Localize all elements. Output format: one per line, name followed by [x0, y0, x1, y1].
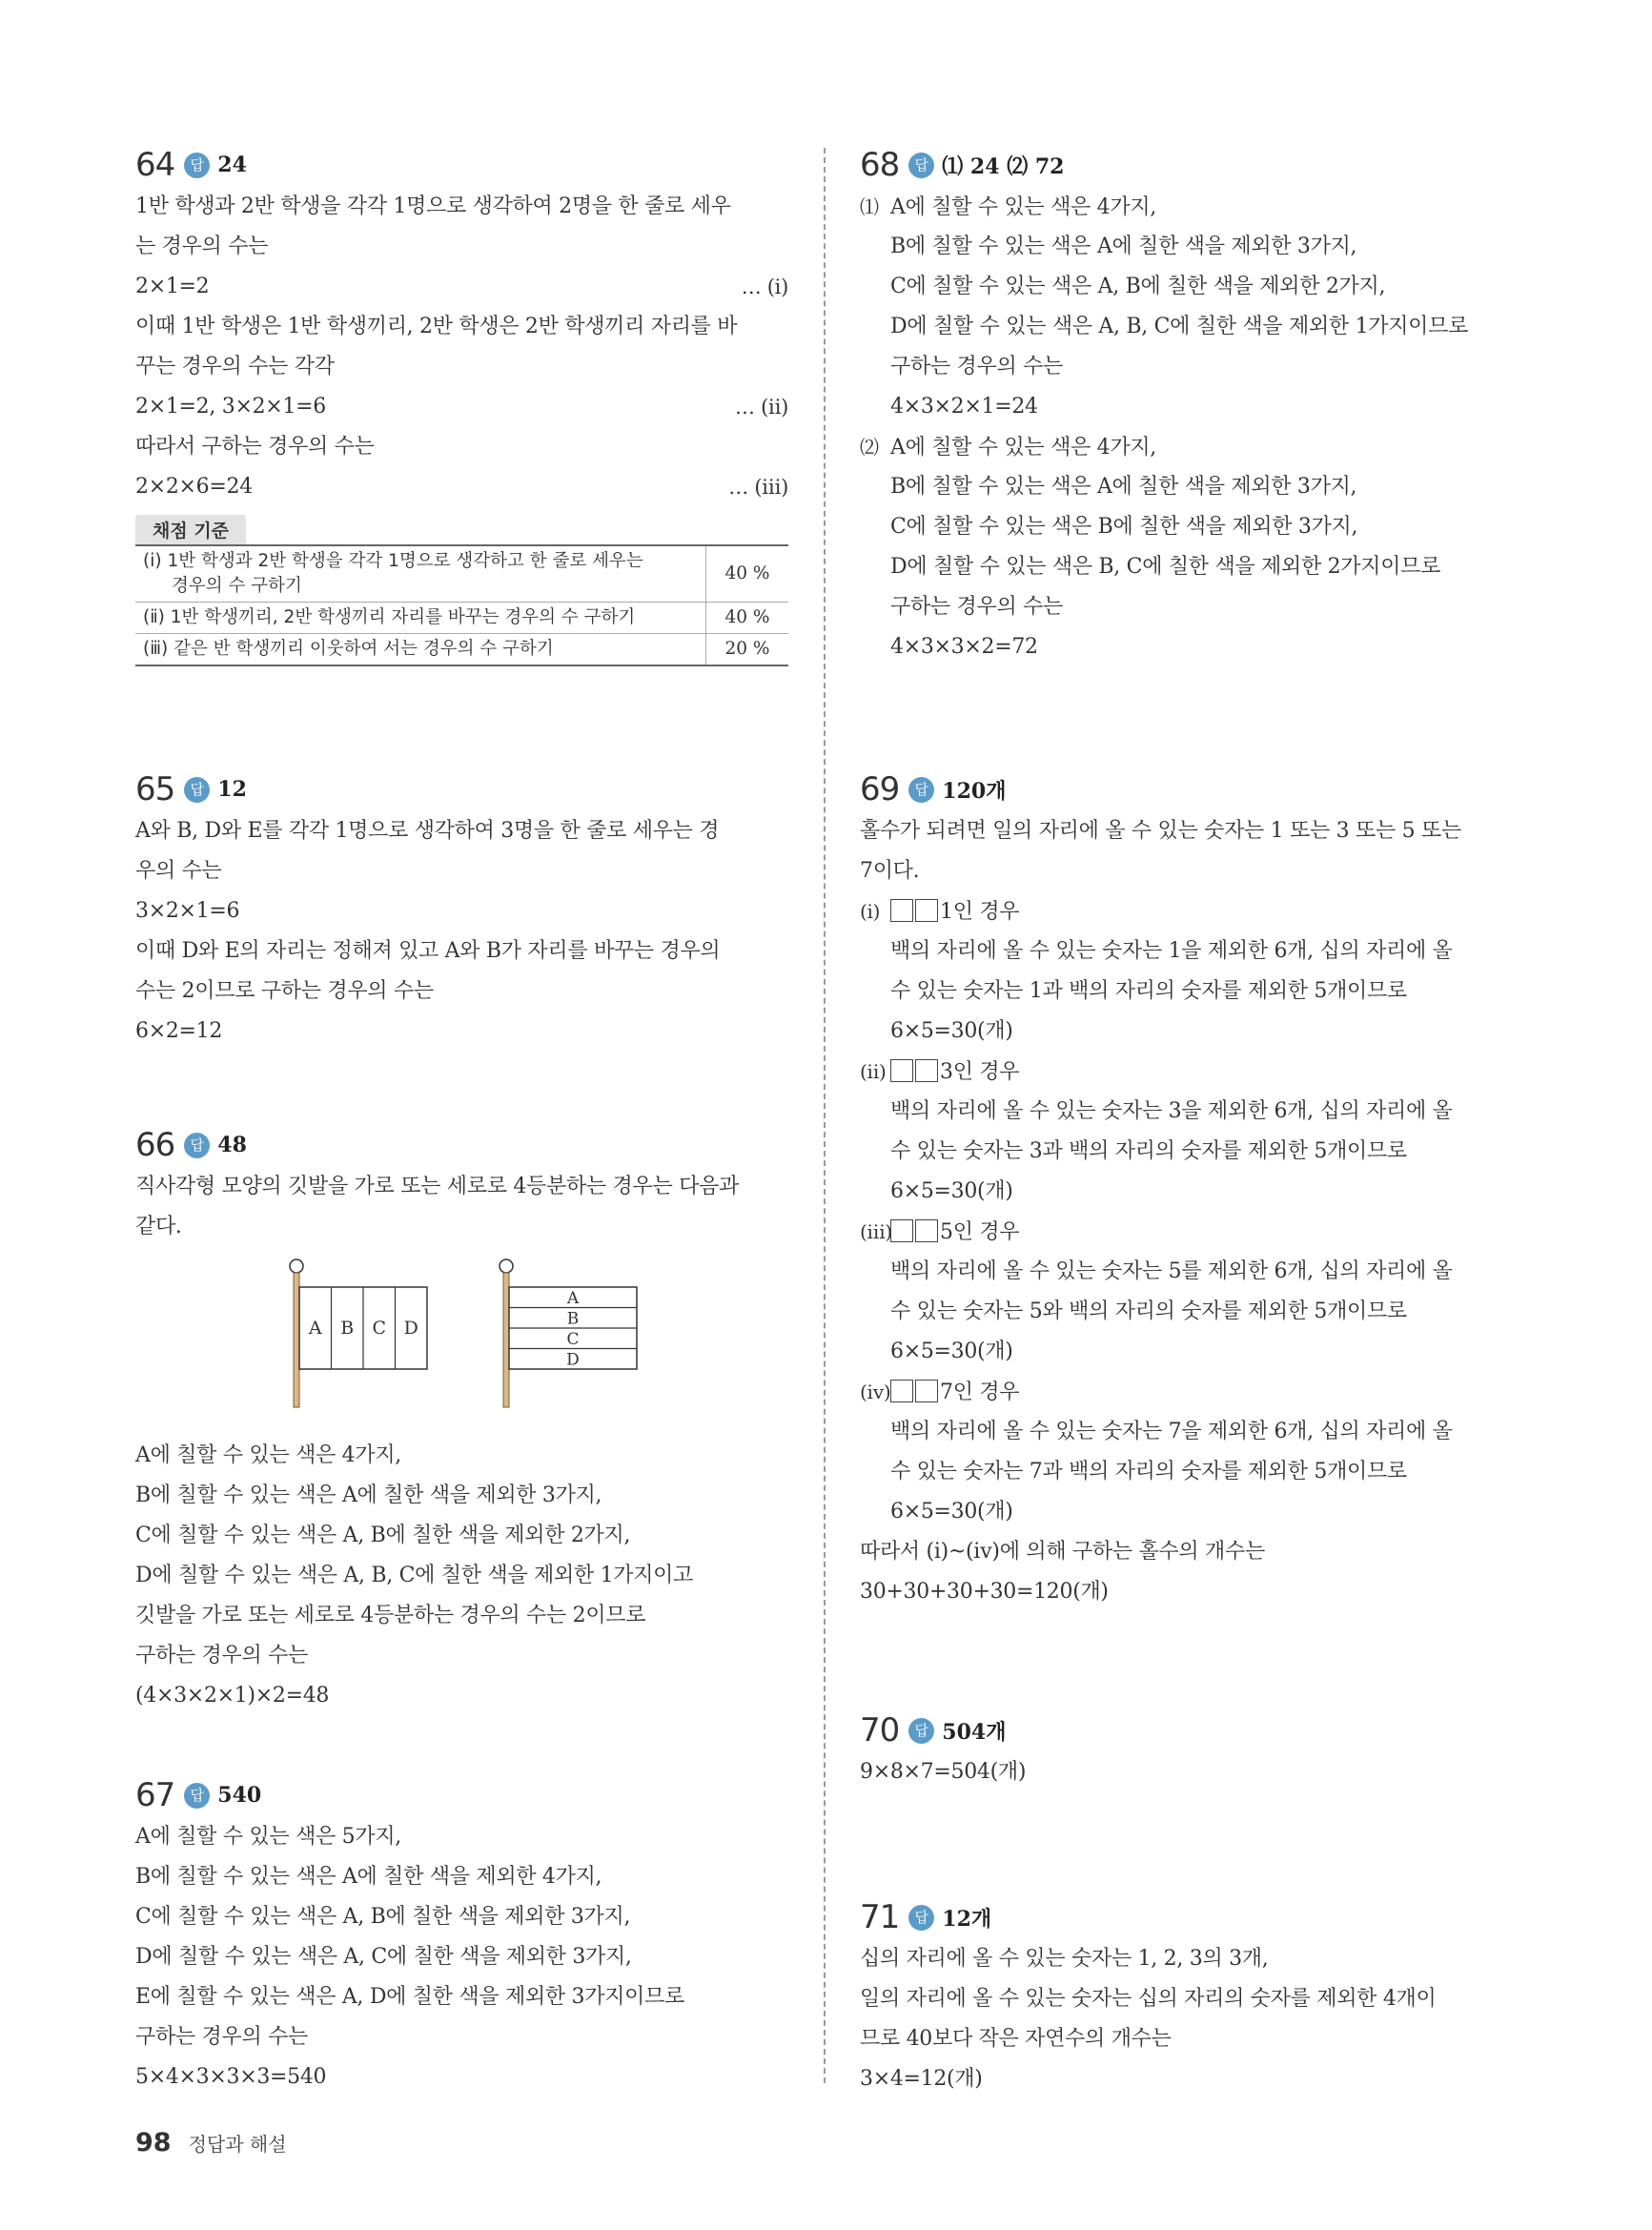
criteria-table: [135, 544, 788, 666]
formula: 2×2×6=24: [135, 475, 253, 499]
text-line: 이때 D와 E의 자리는 정해져 있고 A와 B가 자리를 바꾸는 경우의: [135, 939, 721, 963]
column-divider: [824, 148, 826, 2083]
text-line: A에 칠할 수 있는 색은 4가지,: [135, 1443, 401, 1467]
flag-cell-label: A: [308, 1318, 322, 1339]
text-line: 3×2×1=6: [135, 899, 240, 923]
flag-pole: [294, 1273, 299, 1407]
digit-box: [890, 899, 913, 922]
text-line: 수 있는 숫자는 5와 백의 자리의 숫자를 제외한 5개이므로: [890, 1299, 1407, 1323]
case-header: [860, 1212, 1518, 1252]
text-line: 6×2=12: [135, 1019, 223, 1043]
problem-number: 70: [860, 1711, 900, 1749]
criteria-cell: [135, 545, 706, 603]
answer-badge: 답: [184, 1133, 210, 1158]
problem-67: [135, 1773, 788, 2097]
answer-value: 540: [217, 1783, 262, 1808]
digit-box: [915, 1059, 938, 1082]
answer-value: 12: [217, 777, 247, 802]
text-line: 6×5=30(개): [890, 1019, 1013, 1043]
problem-number: 69: [860, 770, 900, 808]
problem-70: [860, 1708, 1518, 1792]
text-line: 6×5=30(개): [890, 1179, 1013, 1203]
flags-diagram: [135, 1257, 650, 1409]
problem-header: [860, 767, 1518, 811]
digit-box: [915, 1380, 938, 1402]
text-line: 십의 자리에 올 수 있는 숫자는 1, 2, 3의 3개,: [860, 1947, 1269, 1971]
step-mark: … (ⅲ): [728, 476, 788, 499]
text-line: 9×8×7=504(개): [860, 1760, 1027, 1784]
text-line: 30+30+30+30=120(개): [860, 1580, 1109, 1604]
text-line: 따라서 구하는 경우의 수는: [135, 435, 375, 459]
text-line: 깃발을 가로 또는 세로로 4등분하는 경우의 수는 2이므로: [135, 1604, 646, 1627]
table-row: [135, 603, 788, 634]
criteria-text: 경우의 수 구하기: [172, 576, 302, 596]
text-line: 5×4×3×3×3=540: [135, 2065, 327, 2089]
text-line: 6×5=30(개): [890, 1340, 1013, 1363]
step-mark: … (ⅰ): [741, 276, 788, 298]
formula: 2×1=2, 3×2×1=6: [135, 395, 326, 419]
pole-knob: [500, 1259, 513, 1273]
case-title: 7인 경우: [940, 1381, 1020, 1404]
step-mark: … (ⅱ): [735, 396, 788, 419]
text-line: 구하는 경우의 수는: [135, 1644, 309, 1667]
text-line: 구하는 경우의 수는: [890, 595, 1064, 619]
problem-header: [860, 143, 1518, 187]
text-line: 7이다.: [860, 859, 920, 883]
problem-number: 65: [135, 770, 175, 808]
text: A에 칠할 수 있는 색은 4가지,: [890, 436, 1156, 460]
text-line: 백의 자리에 올 수 있는 숫자는 7을 제외한 6개, 십의 자리에 올: [890, 1420, 1453, 1443]
text-line: 홀수가 되려면 일의 자리에 올 수 있는 숫자는 1 또는 3 또는 5 또는: [860, 819, 1461, 843]
digit-box: [890, 1380, 913, 1402]
text-line: B에 칠할 수 있는 색은 A에 칠한 색을 제외한 3가지,: [135, 1483, 602, 1507]
criteria-text: (ⅲ) 같은 반 학생끼리 이웃하여 서는 경우의 수 구하기: [135, 634, 706, 666]
problem-65: [135, 767, 788, 1052]
problem-71: [860, 1895, 1518, 2099]
text-line: [135, 267, 788, 307]
flag-cell-label: B: [340, 1318, 355, 1339]
problem-header: [860, 1895, 1518, 1939]
digit-box: [915, 899, 938, 922]
text-line: 구하는 경우의 수는: [135, 2025, 309, 2049]
text-line: 백의 자리에 올 수 있는 숫자는 3을 제외한 6개, 십의 자리에 올: [890, 1099, 1453, 1123]
case-label: (ⅲ): [860, 1220, 892, 1243]
problem-68: [860, 143, 1518, 667]
text-line: [135, 467, 788, 507]
text-line: 는 경우의 수는: [135, 235, 269, 258]
answer-badge: 답: [908, 1905, 934, 1931]
text-line: 같다.: [135, 1215, 182, 1238]
flag-cell-label: A: [566, 1289, 580, 1308]
case-label: (ⅳ): [860, 1381, 891, 1403]
case-title: 3인 경우: [940, 1060, 1020, 1084]
case-title: 1인 경우: [940, 900, 1020, 924]
problem-header: [135, 143, 788, 187]
case-header: [860, 1372, 1518, 1412]
criteria-title: 채점 기준: [135, 515, 246, 544]
part-label: ⑵: [860, 436, 879, 459]
problem-header: [860, 1708, 1518, 1752]
problem-66: [135, 1123, 788, 1716]
answer-badge: 답: [184, 777, 210, 803]
text-line: 수 있는 숫자는 1과 백의 자리의 숫자를 제외한 5개이므로: [890, 979, 1407, 1003]
text-line: C에 칠할 수 있는 색은 A, B에 칠한 색을 제외한 3가지,: [135, 1905, 631, 1929]
case-header: [860, 1052, 1518, 1092]
case-title: 5인 경우: [940, 1220, 1020, 1244]
text-line: D에 칠할 수 있는 색은 B, C에 칠한 색을 제외한 2가지이므로: [890, 555, 1441, 579]
problem-number: 71: [860, 1898, 900, 1936]
text-line: 꾸는 경우의 수는 각각: [135, 355, 335, 378]
answer-badge: 답: [184, 153, 210, 178]
text-line: 일의 자리에 올 수 있는 숫자는 십의 자리의 숫자를 제외한 4개이: [860, 1987, 1437, 2011]
criteria-percent: 20 %: [706, 634, 789, 666]
answer-value: 504개: [942, 1719, 1007, 1745]
text-line: E에 칠할 수 있는 색은 A, D에 칠한 색을 제외한 3가지이므로: [135, 1985, 685, 2009]
text-line: (4×3×2×1)×2=48: [135, 1684, 330, 1708]
flag-horizontal: [500, 1259, 637, 1407]
text-line: [860, 187, 1518, 227]
answer-badge: 답: [908, 1718, 934, 1744]
text-line: 우의 수는: [135, 859, 222, 883]
text-line: 3×4=12(개): [860, 2067, 983, 2091]
text-line: D에 칠할 수 있는 색은 A, B, C에 칠한 색을 제외한 1가지이고: [135, 1564, 694, 1587]
digit-box: [915, 1219, 938, 1242]
case-label: (ⅱ): [860, 1060, 887, 1083]
page-footer: [135, 2128, 287, 2158]
criteria-percent: 40 %: [706, 545, 789, 603]
flag-vertical: [290, 1259, 427, 1407]
criteria-text: (ⅱ) 1반 학생끼리, 2반 학생끼리 자리를 바꾸는 경우의 수 구하기: [135, 603, 706, 634]
page-number: 98: [135, 2128, 172, 2158]
flag-cell-label: D: [403, 1318, 418, 1339]
text-line: 1반 학생과 2반 학생을 각각 1명으로 생각하여 2명을 한 줄로 세우: [135, 194, 731, 218]
pole-knob: [290, 1259, 303, 1273]
text-line: 수는 2이므로 구하는 경우의 수는: [135, 979, 434, 1003]
problem-64: [135, 143, 788, 666]
text-line: 수 있는 숫자는 3과 백의 자리의 숫자를 제외한 5개이므로: [890, 1139, 1407, 1163]
footer-label: 정답과 해설: [188, 2133, 287, 2156]
text: A에 칠할 수 있는 색은 4가지,: [890, 195, 1156, 219]
text-line: 직사각형 모양의 깃발을 가로 또는 세로로 4등분하는 경우는 다음과: [135, 1175, 739, 1198]
text-line: D에 칠할 수 있는 색은 A, B, C에 칠한 색을 제외한 1가지이므로: [890, 315, 1469, 338]
problem-number: 64: [135, 146, 175, 184]
flag-cell-label: C: [372, 1318, 387, 1339]
text-line: [860, 427, 1518, 467]
text-line: 수 있는 숫자는 7과 백의 자리의 숫자를 제외한 5개이므로: [890, 1460, 1407, 1483]
flag-pole: [503, 1273, 509, 1407]
text-line: 이때 1반 학생은 1반 학생끼리, 2반 학생은 2반 학생끼리 자리를 바: [135, 315, 738, 338]
problem-number: 67: [135, 1776, 175, 1814]
criteria-text: (ⅰ) 1반 학생과 2반 학생을 각각 1명으로 생각하고 한 줄로 세우는: [143, 551, 643, 571]
problem-number: 68: [860, 146, 900, 184]
part-label: ⑴: [860, 195, 879, 218]
text-line: A에 칠할 수 있는 색은 5가지,: [135, 1825, 401, 1849]
case-header: [860, 891, 1518, 931]
text-line: 백의 자리에 올 수 있는 숫자는 1을 제외한 6개, 십의 자리에 올: [890, 939, 1453, 963]
criteria-percent: 40 %: [706, 603, 789, 634]
flag-cell-label: D: [566, 1350, 580, 1370]
flag-figure: [135, 1257, 650, 1413]
problem-69: [860, 767, 1518, 1612]
problem-number: 66: [135, 1126, 175, 1164]
answer-badge: 답: [908, 153, 934, 178]
text-line: 므로 40보다 작은 자연수의 개수는: [860, 2027, 1172, 2051]
answer-value: 24: [217, 153, 247, 177]
text-line: B에 칠할 수 있는 색은 A에 칠한 색을 제외한 4가지,: [135, 1865, 602, 1889]
problem-header: [135, 1123, 788, 1167]
problem-header: [135, 1773, 788, 1817]
scoring-criteria: [135, 515, 788, 666]
problem-header: [135, 767, 788, 811]
case-label: (ⅰ): [860, 900, 881, 923]
text-line: 백의 자리에 올 수 있는 숫자는 5를 제외한 6개, 십의 자리에 올: [890, 1259, 1453, 1283]
text-line: B에 칠할 수 있는 색은 A에 칠한 색을 제외한 3가지,: [890, 235, 1357, 258]
answer-badge: 답: [184, 1783, 210, 1809]
answer-badge: 답: [908, 777, 934, 803]
text-line: [135, 387, 788, 427]
table-row: [135, 545, 788, 603]
text-line: 4×3×3×2=72: [890, 635, 1038, 659]
digit-box: [890, 1219, 913, 1242]
digit-box: [890, 1059, 913, 1082]
answer-value: 12개: [942, 1906, 992, 1932]
text-line: D에 칠할 수 있는 색은 A, C에 칠한 색을 제외한 3가지,: [135, 1945, 632, 1969]
text-line: C에 칠할 수 있는 색은 A, B에 칠한 색을 제외한 2가지,: [890, 275, 1386, 298]
text-line: 따라서 (ⅰ)~(ⅳ)에 의해 구하는 홀수의 개수는: [860, 1540, 1265, 1564]
text-line: C에 칠할 수 있는 색은 B에 칠한 색을 제외한 3가지,: [890, 515, 1358, 539]
flag-cell-label: B: [566, 1309, 580, 1329]
text-line: 구하는 경우의 수는: [890, 355, 1064, 378]
answer-value: 120개: [942, 778, 1007, 804]
table-row: [135, 634, 788, 666]
text-line: C에 칠할 수 있는 색은 A, B에 칠한 색을 제외한 2가지,: [135, 1524, 631, 1547]
flag-cell-label: C: [566, 1330, 580, 1349]
answer-value: ⑴ 24 ⑵ 72: [942, 153, 1065, 179]
text-line: 4×3×2×1=24: [890, 395, 1038, 419]
text-line: 6×5=30(개): [890, 1500, 1013, 1524]
answer-value: 48: [217, 1133, 247, 1157]
text-line: B에 칠할 수 있는 색은 A에 칠한 색을 제외한 3가지,: [890, 475, 1357, 499]
formula: 2×1=2: [135, 275, 210, 298]
text-line: A와 B, D와 E를 각각 1명으로 생각하여 3명을 한 줄로 세우는 경: [135, 819, 720, 843]
